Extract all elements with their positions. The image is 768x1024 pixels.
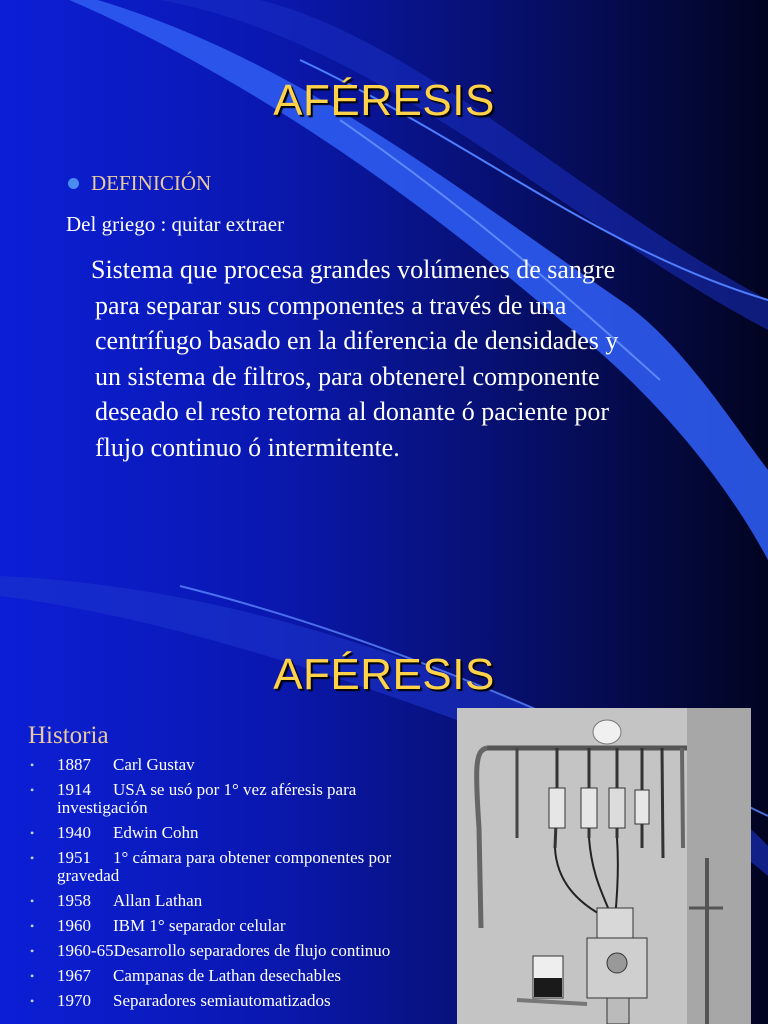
bullet-icon: • — [30, 826, 35, 840]
item-text: Desarrollo separadores de flujo continuo — [113, 941, 391, 960]
item-year: 1960 — [57, 916, 91, 935]
item-year: 1960-65 — [57, 941, 114, 960]
item-year: 1887 — [57, 755, 91, 774]
definition-label: DEFINICIÓN — [91, 171, 212, 195]
item-year: 1914 — [57, 780, 91, 799]
slide-title: AFÉRESIS — [273, 650, 495, 699]
paragraph-line: deseado el resto retorna al donante ó paciente por — [95, 397, 609, 426]
list-item — [30, 967, 430, 985]
list-item — [30, 892, 430, 910]
definition-paragraph — [91, 252, 735, 465]
item-text: Carl Gustav — [113, 755, 195, 774]
bullet-icon — [68, 178, 79, 189]
apheresis-apparatus-photo — [457, 708, 751, 1024]
list-item — [30, 756, 430, 774]
item-year: 1951 — [57, 848, 91, 867]
list-item — [30, 824, 430, 842]
item-text: 1° cámara para obtener componentes por gravedad — [57, 848, 392, 885]
slide-historia — [0, 576, 768, 1024]
item-text: Allan Lathan — [113, 891, 203, 910]
paragraph-line: flujo continuo ó intermitente. — [95, 432, 400, 462]
item-text: Separadores semiautomatizados — [113, 991, 331, 1010]
bullet-icon: • — [30, 894, 35, 908]
item-year: 1940 — [57, 823, 91, 842]
bullet-icon: • — [30, 758, 35, 772]
bullet-icon: • — [30, 783, 35, 797]
paragraph-line: para separar sus componentes a través de una — [95, 290, 567, 320]
bullet-icon: • — [30, 969, 35, 983]
item-text: IBM 1° separador celular — [113, 916, 286, 935]
bullet-icon: • — [30, 851, 35, 865]
slide-title: AFÉRESIS — [273, 76, 495, 125]
item-year: 1958 — [57, 891, 91, 910]
list-item — [30, 992, 430, 1010]
paragraph-line: centrífugo basado en la diferencia de densidades y — [95, 326, 619, 355]
paragraph-line: un sistema de filtros, para obtenerel componente — [95, 361, 600, 391]
etymology-line: Del griego : quitar extraer — [66, 212, 285, 236]
section-label: Historia — [28, 722, 109, 749]
list-item — [30, 849, 430, 885]
item-year: 1967 — [57, 966, 91, 985]
item-text: Campanas de Lathan desechables — [113, 966, 341, 985]
item-text: USA se usó por 1° vez aféresis para investigación — [57, 780, 357, 817]
list-item — [30, 781, 430, 817]
bullet-icon: • — [30, 944, 35, 958]
paragraph-line: Sistema que procesa grandes volúmenes de sangre — [91, 255, 616, 284]
definition-row — [68, 171, 211, 196]
bullet-icon: • — [30, 994, 35, 1008]
history-list — [30, 756, 430, 1017]
bullet-icon: • — [30, 919, 35, 933]
apparatus-illustration-icon — [457, 708, 751, 1024]
item-text: Edwin Cohn — [113, 823, 199, 842]
list-item — [30, 917, 430, 935]
list-item — [30, 942, 430, 960]
item-year: 1970 — [57, 991, 91, 1010]
